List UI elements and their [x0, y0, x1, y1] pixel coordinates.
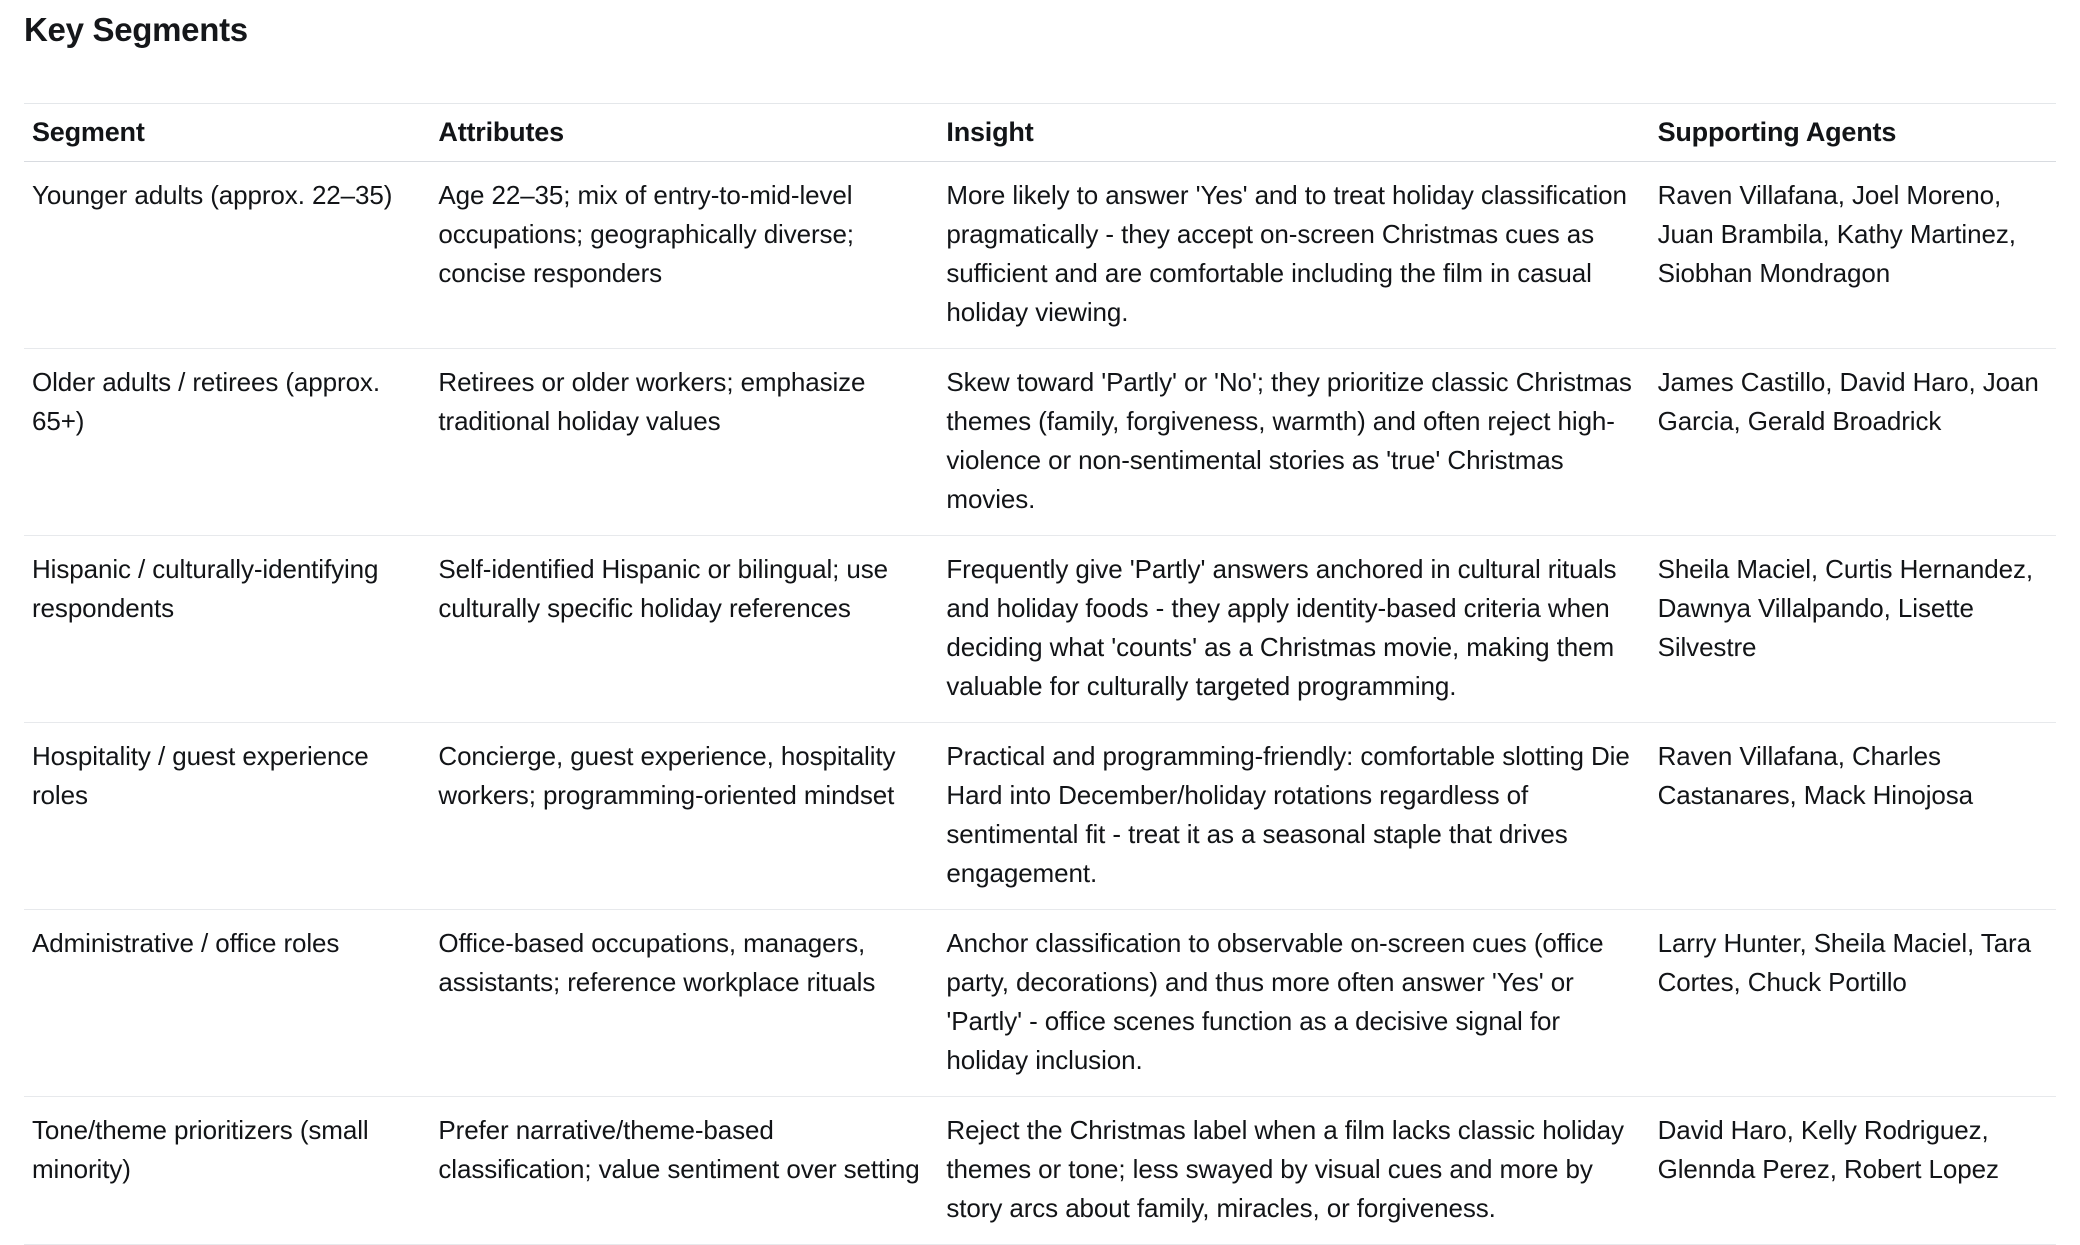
table-body — [24, 162, 2056, 1245]
cell-insight: Frequently give 'Partly' answers anchored in cultural rituals and holiday foods - they apply identity-based criteria when deciding what 'counts' as a Christmas movie, making them valuable for culturally targeted programming. — [938, 536, 1649, 723]
page-title: Key Segments — [24, 11, 248, 48]
cell-supporting-agents: David Haro, Kelly Rodriguez, Glennda Perez, Robert Lopez — [1650, 1097, 2056, 1245]
cell-attributes: Age 22–35; mix of entry-to-mid-level occupations; geographically diverse; concise responders — [430, 162, 938, 349]
cell-insight: Anchor classification to observable on-screen cues (office party, decorations) and thus more often answer 'Yes' or 'Partly' - office scenes function as a decisive signal for holiday inclusion. — [938, 910, 1649, 1097]
table-row — [24, 162, 2056, 349]
cell-attributes: Retirees or older workers; emphasize traditional holiday values — [430, 349, 938, 536]
cell-insight: More likely to answer 'Yes' and to treat holiday classification pragmatically - they accept on-screen Christmas cues as sufficient and are comfortable including the film in casual holiday viewing. — [938, 162, 1649, 349]
cell-segment: Hospitality / guest experience roles — [24, 723, 430, 910]
column-header-attributes: Attributes — [430, 104, 938, 162]
cell-insight: Skew toward 'Partly' or 'No'; they prioritize classic Christmas themes (family, forgiveness, warmth) and often reject high-violence or non-sentimental stories as 'true' Christmas movies. — [938, 349, 1649, 536]
table-row — [24, 1097, 2056, 1245]
table-row — [24, 910, 2056, 1097]
cell-segment: Older adults / retirees (approx. 65+) — [24, 349, 430, 536]
cell-attributes: Prefer narrative/theme-based classification; value sentiment over setting — [430, 1097, 938, 1245]
cell-supporting-agents: Larry Hunter, Sheila Maciel, Tara Cortes, Chuck Portillo — [1650, 910, 2056, 1097]
table-header — [24, 104, 2056, 162]
table-row — [24, 536, 2056, 723]
column-header-insight: Insight — [938, 104, 1649, 162]
column-header-supporting-agents: Supporting Agents — [1650, 104, 2056, 162]
header-row — [24, 104, 2056, 162]
cell-segment: Administrative / office roles — [24, 910, 430, 1097]
cell-supporting-agents: Raven Villafana, Joel Moreno, Juan Brambila, Kathy Martinez, Siobhan Mondragon — [1650, 162, 2056, 349]
cell-insight: Practical and programming-friendly: comfortable slotting Die Hard into December/holiday rotations regardless of sentimental fit - treat it as a seasonal staple that drives engagement. — [938, 723, 1649, 910]
table-row — [24, 723, 2056, 910]
cell-segment: Hispanic / culturally-identifying respondents — [24, 536, 430, 723]
cell-segment: Younger adults (approx. 22–35) — [24, 162, 430, 349]
cell-supporting-agents: Sheila Maciel, Curtis Hernandez, Dawnya Villalpando, Lisette Silvestre — [1650, 536, 2056, 723]
key-segments-table — [24, 103, 2056, 1245]
cell-segment: Tone/theme prioritizers (small minority) — [24, 1097, 430, 1245]
cell-attributes: Self-identified Hispanic or bilingual; use culturally specific holiday references — [430, 536, 938, 723]
cell-insight: Reject the Christmas label when a film lacks classic holiday themes or tone; less swayed by visual cues and more by story arcs about family, miracles, or forgiveness. — [938, 1097, 1649, 1245]
cell-supporting-agents: Raven Villafana, Charles Castanares, Mack Hinojosa — [1650, 723, 2056, 910]
column-header-segment: Segment — [24, 104, 430, 162]
cell-attributes: Concierge, guest experience, hospitality workers; programming-oriented mindset — [430, 723, 938, 910]
cell-attributes: Office-based occupations, managers, assistants; reference workplace rituals — [430, 910, 938, 1097]
cell-supporting-agents: James Castillo, David Haro, Joan Garcia, Gerald Broadrick — [1650, 349, 2056, 536]
table-row — [24, 349, 2056, 536]
